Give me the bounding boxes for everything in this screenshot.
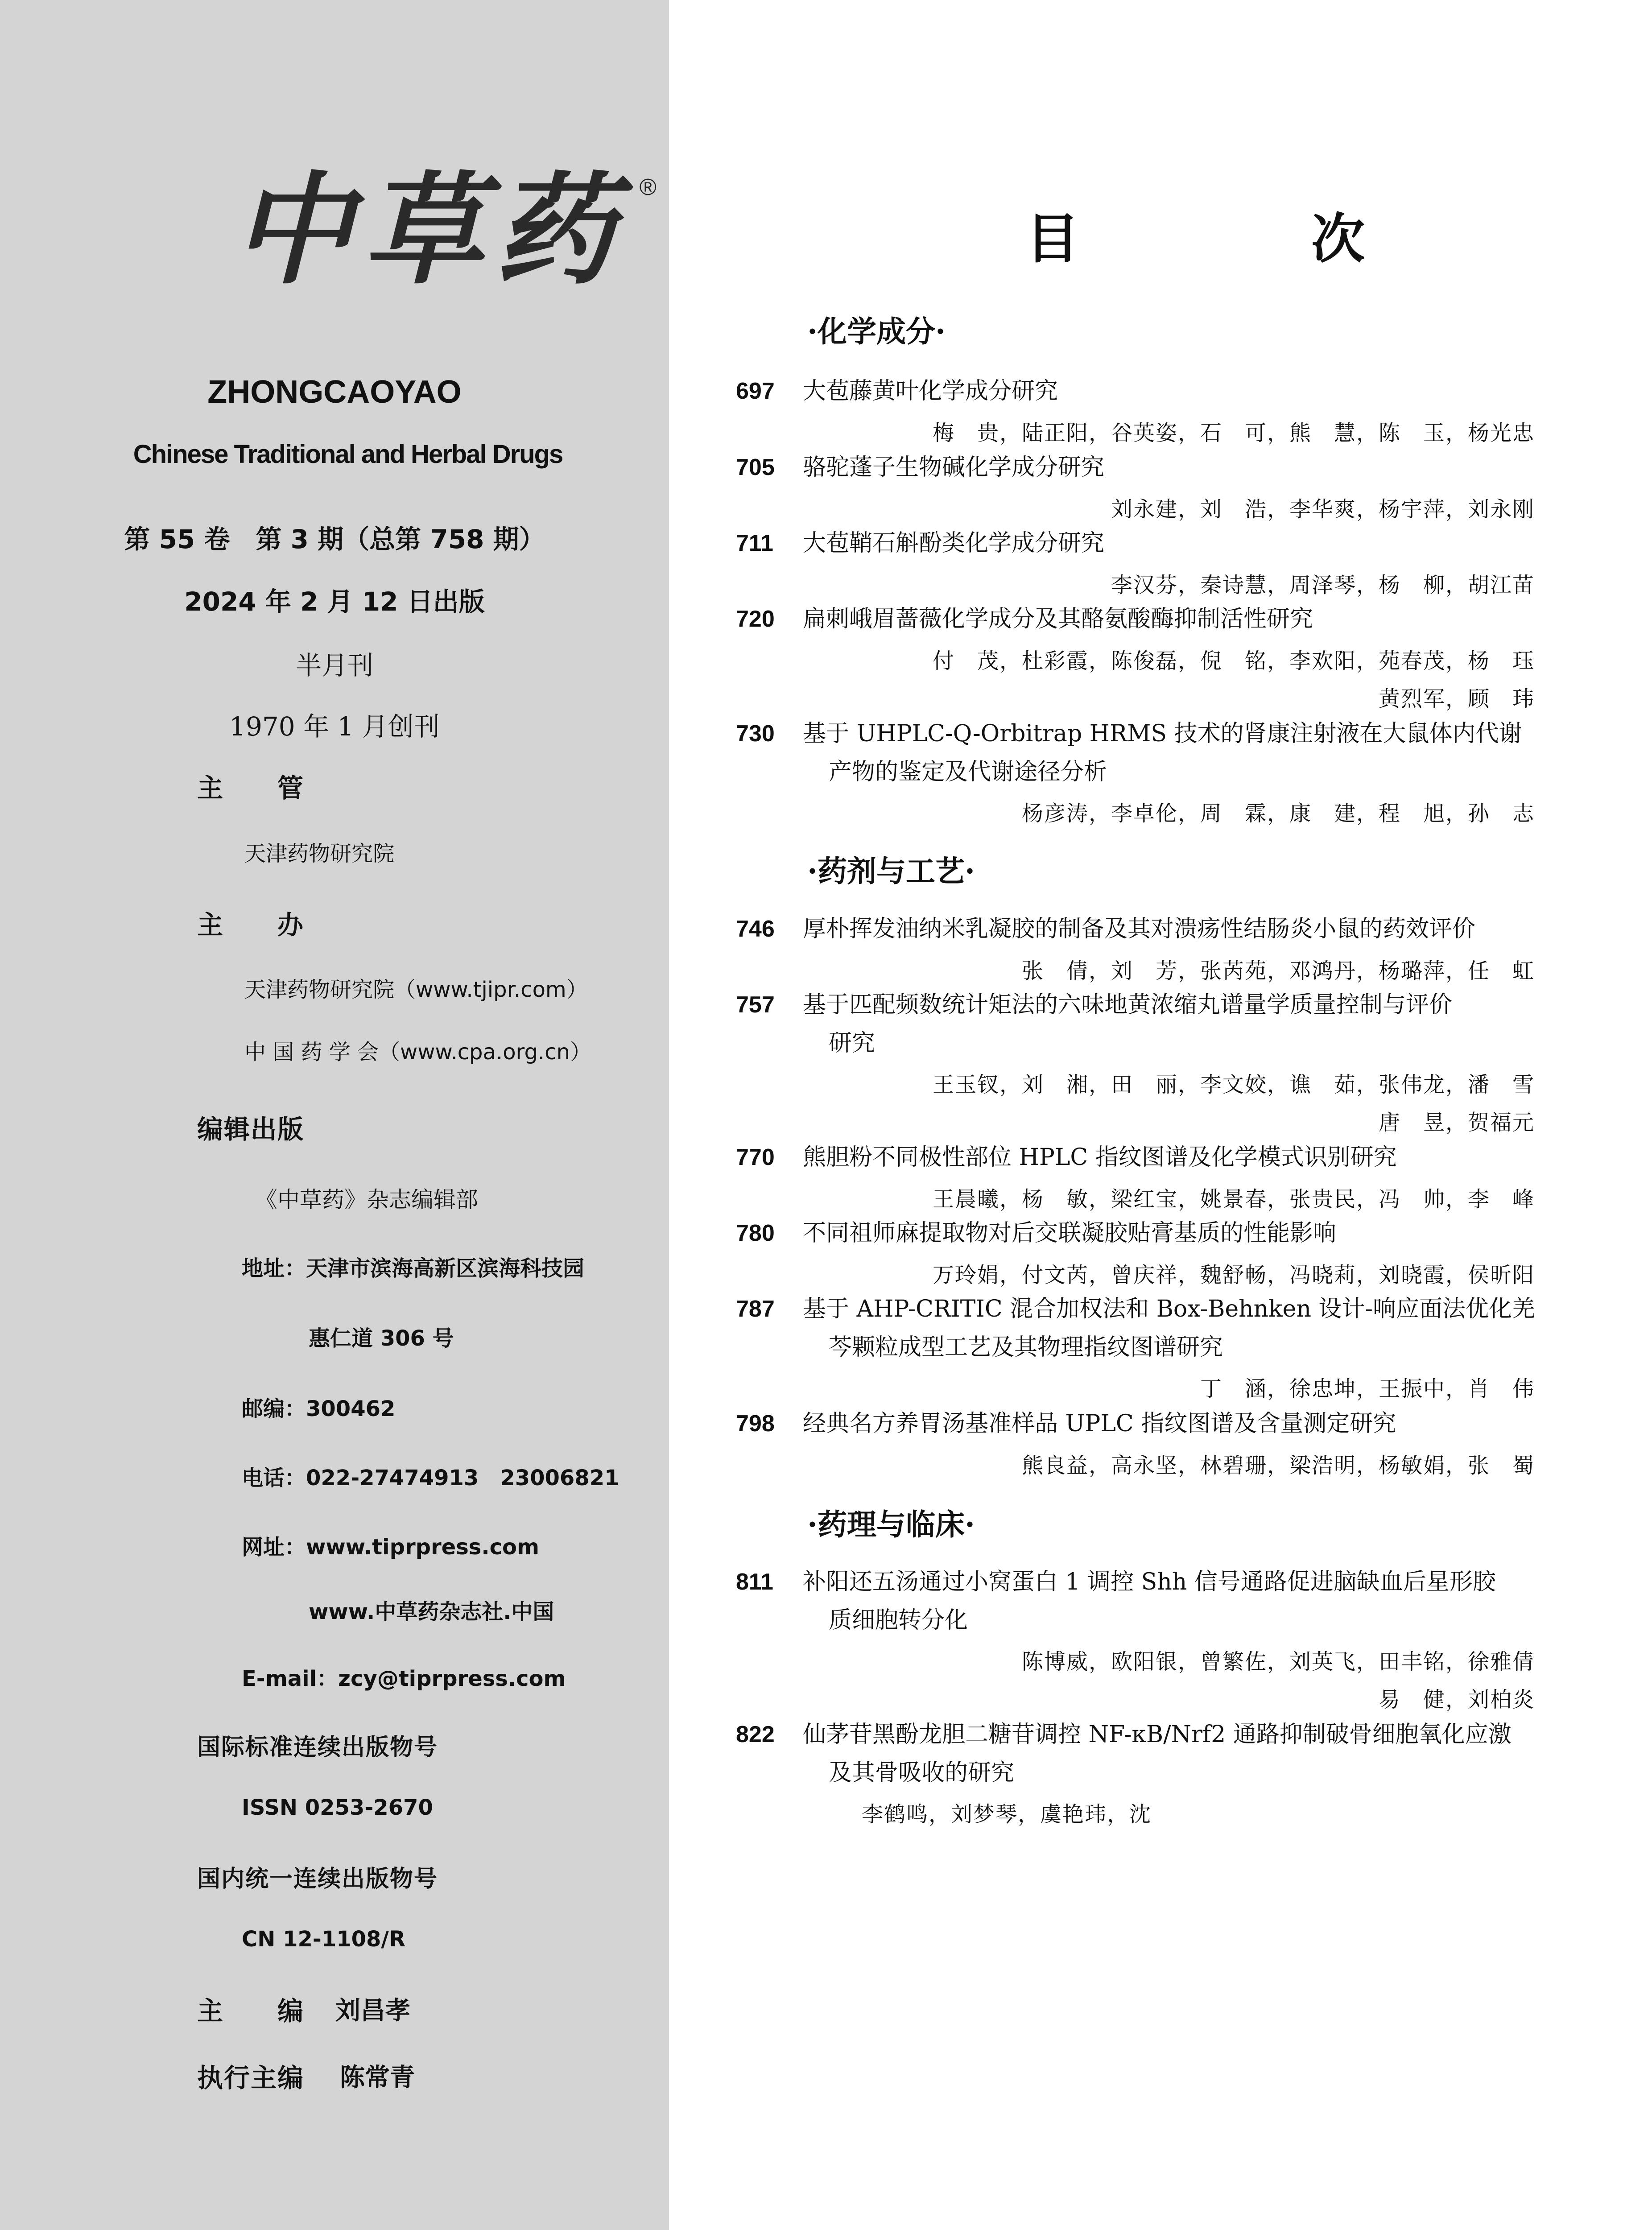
article-authors: 熊良益，高永坚，林碧珊，梁浩明，杨敏娟，张 蜀: [1021, 1453, 1535, 1478]
article-title[interactable]: 基于 UHPLC-Q-Orbitrap HRMS 技术的肾康注射液在大鼠体内代谢 产物的鉴定及代谢途径分析: [803, 720, 1522, 785]
article-title[interactable]: 仙茅苷黑酚龙胆二糖苷调控 NF-κB/Nrf2 通路抑制破骨细胞氧化应激 及其骨吸收的研究: [803, 1721, 1512, 1786]
founded-date: 1970 年 1 月创刊: [229, 711, 440, 742]
journal-name-english: Chinese Traditional and Herbal Drugs: [133, 440, 563, 469]
article-authors: 梅 贵，陆正阳，谷英姿，石 可，熊 慧，陈 玉，杨光忠: [932, 421, 1535, 446]
phone: 电话：022-27474913 23006821: [242, 1466, 620, 1491]
publish-date: 2024 年 2 月 12 日出版: [184, 586, 485, 617]
exec-editor-label: 执行主编: [197, 2063, 305, 2093]
section-heading-pharmaceutics: ·药剂与工艺·: [807, 854, 975, 888]
article-title[interactable]: 大苞藤黄叶化学成分研究: [803, 378, 1058, 405]
journal-info-sidebar: [0, 0, 669, 2230]
article-page-number[interactable]: 730: [736, 721, 775, 747]
article-title[interactable]: 骆驼蓬子生物碱化学成分研究: [803, 454, 1105, 481]
article-page-number[interactable]: 757: [736, 992, 775, 1018]
article-title[interactable]: 基于匹配频数统计矩法的六味地黄浓缩丸谱量学质量控制与评价 研究: [803, 991, 1453, 1057]
article-page-number[interactable]: 787: [736, 1296, 775, 1322]
article-authors: 易 健，刘柏炎: [1378, 1687, 1535, 1712]
issn-label: 国际标准连续出版物号: [197, 1734, 438, 1761]
issn-value: ISSN 0253-2670: [242, 1795, 433, 1820]
chief-editor-label: 主 编: [197, 1996, 305, 2026]
article-authors: 王晨曦，杨 敏，梁红宝，姚景春，张贵民，冯 帅，李 峰: [932, 1187, 1535, 1212]
section-heading-chemistry: ·化学成分·: [807, 314, 946, 349]
article-page-number[interactable]: 746: [736, 916, 775, 942]
sponsor-label: 主 办: [197, 910, 305, 940]
article-authors: 张 倩，刘 芳，张芮苑，邓鸿丹，杨璐萍，任 虹: [1021, 958, 1535, 983]
article-title[interactable]: 经典名方养胃汤基准样品 UPLC 指纹图谱及含量测定研究: [803, 1410, 1396, 1437]
address-line-2: 惠仁道 306 号: [309, 1326, 454, 1351]
email[interactable]: E-mail：zcy@tiprpress.com: [242, 1666, 566, 1691]
article-page-number[interactable]: 798: [736, 1411, 775, 1437]
supervisor-value: 天津药物研究院: [244, 841, 395, 866]
article-title[interactable]: 扁刺峨眉蔷薇化学成分及其酪氨酸酶抑制活性研究: [803, 606, 1313, 632]
chief-editor-name: 刘昌孝: [335, 1996, 410, 2025]
article-page-number[interactable]: 780: [736, 1220, 775, 1246]
article-page-number[interactable]: 720: [736, 606, 775, 632]
article-authors: 杨彦涛，李卓伦，周 霖，康 建，程 旭，孙 志: [1021, 801, 1535, 826]
article-authors: 刘永建，刘 浩，李华爽，杨宇萍，刘永刚: [1111, 497, 1535, 522]
section-heading-pharmacology: ·药理与临床·: [807, 1507, 975, 1542]
article-page-number[interactable]: 811: [736, 1569, 773, 1595]
postcode: 邮编：300462: [242, 1396, 396, 1421]
article-title[interactable]: 不同祖师麻提取物对后交联凝胶贴膏基质的性能影响: [803, 1220, 1337, 1247]
logo-calligraphy: 中草药: [232, 159, 625, 301]
article-title[interactable]: 熊胆粉不同极性部位 HPLC 指纹图谱及化学模式识别研究: [803, 1144, 1397, 1171]
journal-name-pinyin: ZHONGCAOYAO: [207, 374, 462, 410]
cn-label: 国内统一连续出版物号: [197, 1866, 438, 1892]
article-authors: 王玉钗，刘 湘，田 丽，李文姣，谯 茹，张伟龙，潘 雪: [932, 1072, 1535, 1097]
article-page-number[interactable]: 770: [736, 1144, 775, 1170]
sponsor-2: 中 国 药 学 会（www.cpa.org.cn）: [244, 1040, 591, 1065]
article-page-number[interactable]: 822: [736, 1722, 775, 1747]
registered-mark: ®: [639, 174, 657, 200]
article-authors: 李汉芬，秦诗慧，周泽琴，杨 柳，胡江苗: [1111, 573, 1535, 598]
article-authors: 唐 昱，贺福元: [1378, 1110, 1535, 1135]
address-line-1: 地址：天津市滨海高新区滨海科技园: [242, 1256, 585, 1281]
exec-editor-name: 陈常青: [340, 2063, 415, 2092]
editor-label: 编辑出版: [197, 1114, 305, 1144]
article-title[interactable]: 基于 AHP-CRITIC 混合加权法和 Box-Behnken 设计-响应面法优化羌 芩颗粒成型工艺及其物理指纹图谱研究: [803, 1296, 1536, 1361]
cn-value: CN 12-1108/R: [242, 1927, 405, 1952]
toc-title: 目 次: [1026, 208, 1454, 270]
article-authors: 李鹤鸣，刘梦琴，虞艳玮，沈: [862, 1802, 1152, 1827]
article-title[interactable]: 补阳还五汤通过小窝蛋白 1 调控 Shh 信号通路促进脑缺血后星形胶 质细胞转分化: [803, 1569, 1496, 1634]
article-authors: 万玲娟，付文芮，曾庆祥，魏舒畅，冯晓莉，刘晓霞，侯昕阳: [932, 1263, 1535, 1288]
volume-issue: 第 55 卷 第 3 期（总第 758 期）: [124, 524, 545, 554]
supervisor-label: 主 管: [197, 773, 305, 803]
article-authors: 黄烈军，顾 玮: [1378, 686, 1535, 711]
website-2[interactable]: www.中草药杂志社.中国: [309, 1599, 554, 1624]
article-authors: 丁 涵，徐忠坤，王振中，肖 伟: [1200, 1376, 1535, 1401]
article-page-number[interactable]: 705: [736, 454, 775, 480]
website-1[interactable]: 网址：www.tiprpress.com: [242, 1535, 540, 1560]
sponsor-1: 天津药物研究院（www.tjipr.com）: [244, 977, 588, 1002]
editorial-office: 《中草药》杂志编辑部: [255, 1187, 478, 1213]
article-page-number[interactable]: 697: [736, 378, 775, 404]
article-authors: 陈博威，欧阳银，曾繁佐，刘英飞，田丰铭，徐雅倩: [1021, 1649, 1535, 1674]
journal-logo: [232, 159, 657, 301]
frequency: 半月刊: [295, 650, 373, 681]
article-title[interactable]: 厚朴挥发油纳米乳凝胶的制备及其对溃疡性结肠炎小鼠的药效评价: [803, 916, 1476, 942]
article-page-number[interactable]: 711: [736, 530, 773, 556]
article-authors: 付 茂，杜彩霞，陈俊磊，倪 铭，李欢阳，苑春茂，杨 珏: [932, 648, 1535, 673]
article-title[interactable]: 大苞鞘石斛酚类化学成分研究: [803, 530, 1105, 557]
